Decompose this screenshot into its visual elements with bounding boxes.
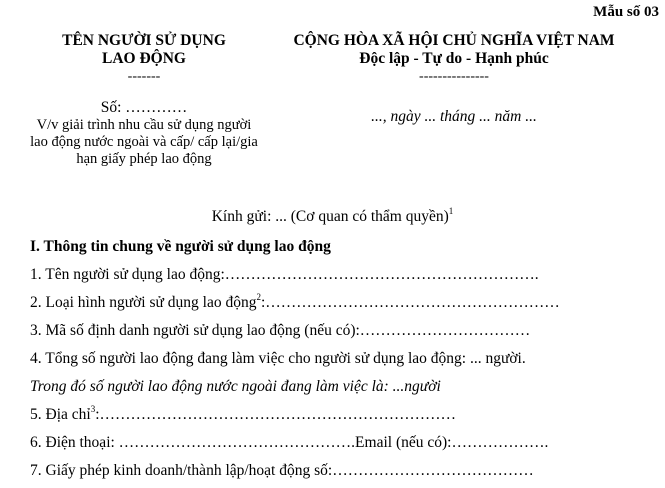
employer-header-line1: TÊN NGƯỜI SỬ DỤNG xyxy=(62,32,226,49)
info-item-fill: :………………………………………………… xyxy=(260,294,560,311)
info-item-5 xyxy=(30,378,441,396)
info-item-7 xyxy=(30,434,548,452)
national-header-line2: Độc lập - Tự do - Hạnh phúc xyxy=(359,50,549,67)
info-item-text: 6. Điện thoại: ……………………………………….Email (nếu có):………………. xyxy=(30,434,549,451)
recipient-footnote: 1 xyxy=(448,206,454,216)
info-item-text: 4. Tổng số người lao động đang làm việc cho người sử dụng lao động: ... người. xyxy=(30,350,526,367)
form-number: Mẫu số 03 xyxy=(593,4,659,20)
info-item-2 xyxy=(30,294,560,312)
document-reference xyxy=(30,98,258,168)
info-item-3 xyxy=(30,322,530,340)
document-number: Số: ………… xyxy=(100,99,188,116)
national-header-divider: --------------- xyxy=(419,69,489,84)
recipient-line xyxy=(0,208,665,226)
recipient-text: Kính gửi: ... (Cơ quan có thẩm quyền) xyxy=(211,208,449,225)
info-item-4 xyxy=(30,350,526,368)
info-item-fill: :…………………………………………………………… xyxy=(95,406,457,423)
section-title: I. Thông tin chung về người sử dụng lao động xyxy=(30,238,331,255)
employer-header-divider: ------- xyxy=(127,69,161,84)
national-header xyxy=(272,32,636,86)
info-item-text: 7. Giấy phép kinh doanh/thành lập/hoạt động số:………………………………… xyxy=(30,462,534,479)
info-item-footnote: 3 xyxy=(90,404,96,414)
info-item-text: 2. Loại hình người sử dụng lao động xyxy=(30,294,257,311)
employer-header-line2: LAO ĐỘNG xyxy=(102,50,186,67)
info-item-footnote: 2 xyxy=(256,292,261,302)
info-item-8 xyxy=(30,462,534,480)
info-item-text: 3. Mã số định danh người sử dụng lao động (nếu có):…………………………… xyxy=(30,322,531,339)
date-line: ..., ngày ... tháng ... năm ... xyxy=(371,108,537,125)
info-item-1 xyxy=(30,266,539,284)
info-item-text: 5. Địa chỉ xyxy=(30,406,91,423)
info-item-6 xyxy=(30,406,456,424)
employer-header xyxy=(30,32,258,86)
info-item-text: Trong đó số người lao động nước ngoài đang làm việc là: ...người xyxy=(30,378,441,395)
info-item-text: 1. Tên người sử dụng lao động:……………………………………………………. xyxy=(30,266,539,283)
national-header-line1: CỘNG HÒA XÃ HỘI CHỦ NGHĨA VIỆT NAM xyxy=(293,32,615,49)
document-subject: V/v giải trình nhu cầu sử dụng người lao động nước ngoài và cấp/ cấp lại/gia hạn giấy phép lao động xyxy=(30,117,258,167)
